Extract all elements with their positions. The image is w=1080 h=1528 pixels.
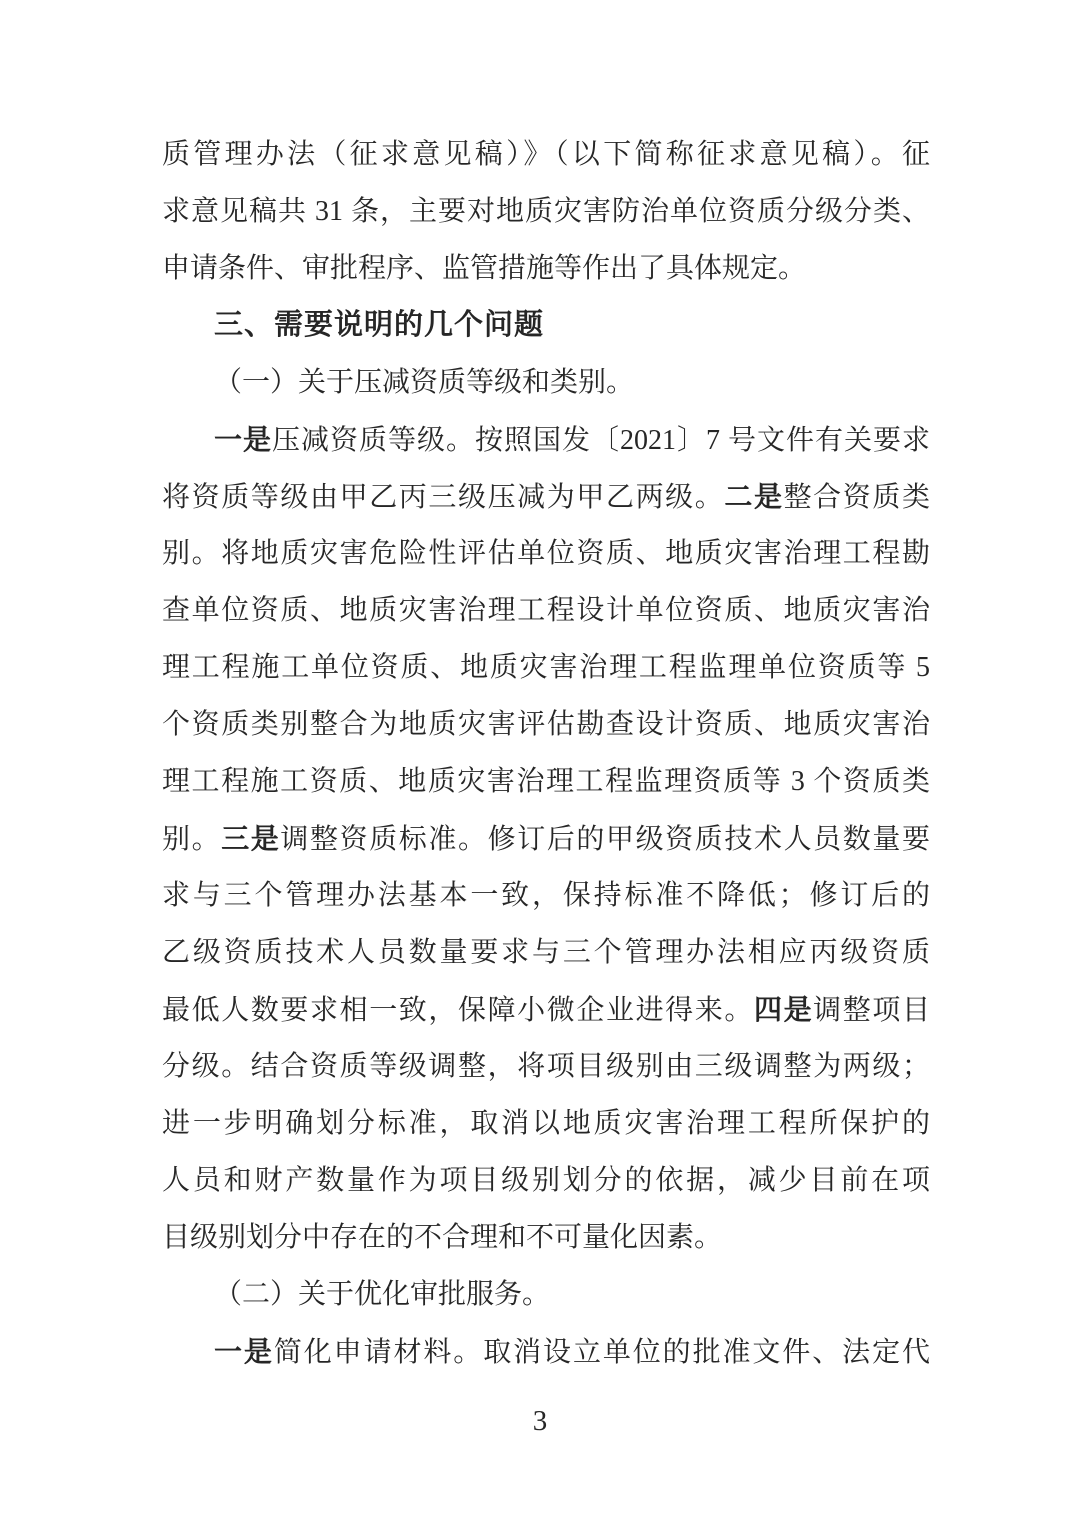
text-segment: 理工程施工单位资质、地质灾害治理工程监理单位资质等 5	[162, 652, 930, 683]
document-text-block	[162, 126, 930, 1380]
text-segment: （二）关于优化审批服务。	[214, 1279, 551, 1310]
text-line	[162, 981, 930, 1038]
text-segment: 个资质类别整合为地质灾害评估勘查设计资质、地质灾害治	[162, 709, 930, 740]
text-segment: 别。将地质灾害危险性评估单位资质、地质灾害治理工程勘	[162, 538, 930, 569]
text-line	[162, 810, 930, 867]
text-segment: 目级别划分中存在的不合理和不可量化因素。	[162, 1222, 723, 1253]
text-line	[162, 1323, 930, 1380]
text-line	[162, 297, 930, 354]
text-line	[162, 753, 930, 810]
text-line	[162, 867, 930, 924]
bold-phrase: 二是	[724, 481, 784, 512]
text-segment: 人员和财产数量作为项目级别划分的依据，减少目前在项	[162, 1165, 930, 1196]
text-line	[162, 126, 930, 183]
text-segment: 查单位资质、地质灾害治理工程设计单位资质、地质灾害治	[162, 595, 930, 626]
text-segment: 进一步明确划分标准，取消以地质灾害治理工程所保护的	[162, 1108, 930, 1139]
text-line	[162, 1038, 930, 1095]
text-segment: 申请条件、审批程序、监管措施等作出了具体规定。	[162, 253, 807, 284]
text-segment: 调整项目	[813, 995, 930, 1026]
text-line	[162, 924, 930, 981]
text-segment: 简化申请材料。取消设立单位的批准文件、法定代	[273, 1337, 930, 1368]
text-line	[162, 1095, 930, 1152]
text-line	[162, 354, 930, 411]
text-line	[162, 468, 930, 525]
text-segment: 质管理办法（征求意见稿）》（以下简称征求意见稿）。征	[162, 139, 930, 170]
text-segment: 压减资质等级。按照国发〔2021〕7 号文件有关要求	[272, 425, 930, 456]
text-segment: 调整资质标准。修订后的甲级资质技术人员数量要	[280, 824, 930, 855]
bold-phrase: 一是	[214, 424, 272, 455]
text-segment: 别。	[162, 824, 222, 855]
text-line	[162, 1209, 930, 1266]
text-segment: 乙级资质技术人员数量要求与三个管理办法相应丙级资质	[162, 937, 930, 968]
text-segment: 整合资质类	[783, 482, 930, 513]
text-segment: 将资质等级由甲乙丙三级压减为甲乙两级。	[162, 482, 725, 513]
text-line	[162, 183, 930, 240]
text-line	[162, 639, 930, 696]
text-line	[162, 240, 930, 297]
text-line	[162, 582, 930, 639]
text-segment: 理工程施工资质、地质灾害治理工程监理资质等 3 个资质类	[162, 766, 930, 797]
text-line	[162, 1266, 930, 1323]
bold-phrase: 一是	[214, 1336, 274, 1367]
text-segment: 求意见稿共 31 条，主要对地质灾害防治单位资质分级分类、	[162, 196, 930, 227]
text-segment: 求与三个管理办法基本一致，保持标准不降低；修订后的	[162, 880, 930, 911]
page-number: 3	[532, 1405, 548, 1437]
section-heading: 三、需要说明的几个问题	[214, 309, 545, 341]
text-line	[162, 525, 930, 582]
text-line	[162, 696, 930, 753]
bold-phrase: 三是	[221, 823, 281, 854]
text-line	[162, 411, 930, 468]
text-segment: 最低人数要求相一致，保障小微企业进得来。	[162, 995, 754, 1026]
bold-phrase: 四是	[753, 994, 814, 1025]
text-segment: （一）关于压减资质等级和类别。	[214, 367, 635, 398]
text-line	[162, 1152, 930, 1209]
text-segment: 分级。结合资质等级调整，将项目级别由三级调整为两级；	[162, 1051, 930, 1082]
